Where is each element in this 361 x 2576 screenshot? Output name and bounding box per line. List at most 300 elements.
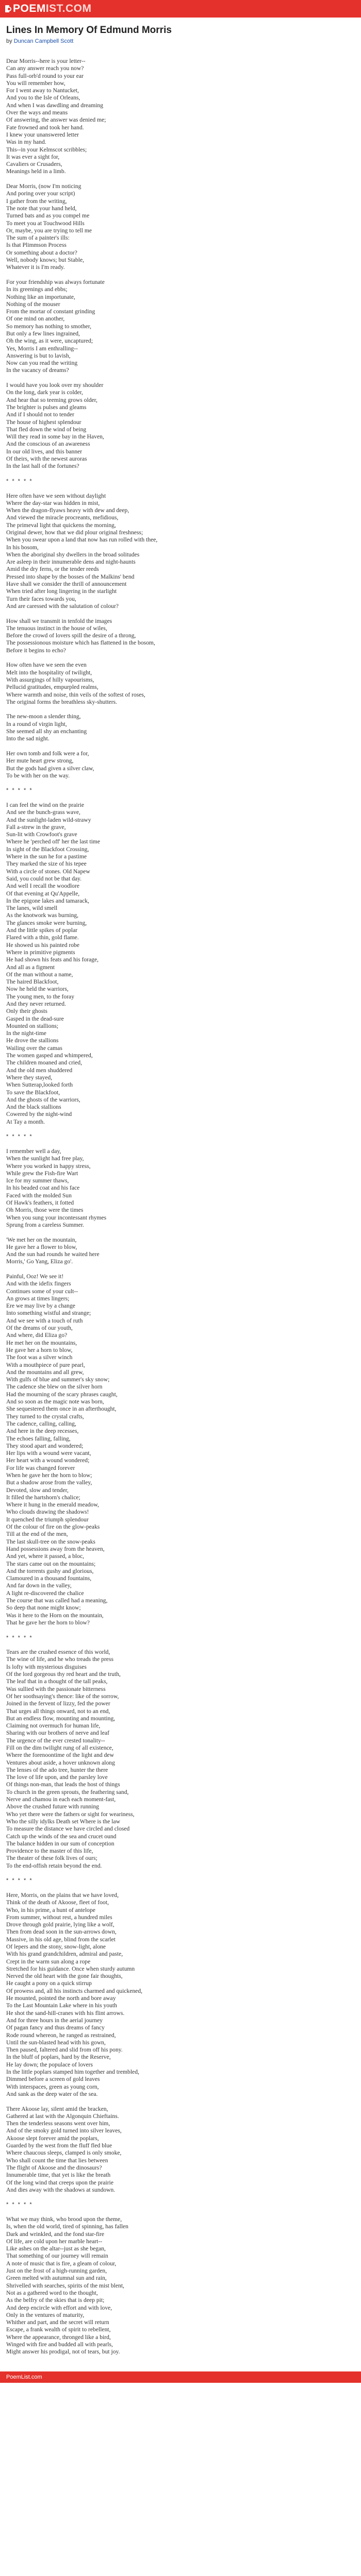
poem-line: The wine of life, and he who treads the press	[6, 1656, 113, 1663]
poem-line: But a shadow arose from the valley,	[6, 1479, 92, 1486]
poem-line: Nothing of the mouser	[6, 300, 60, 308]
poem-line: Just on the frost of a high-running garden,	[6, 2267, 107, 2275]
poem-line: In the vacancy of dreams?	[6, 367, 69, 374]
poem-line: Of things non-man, that leads the host of things	[6, 1781, 120, 1788]
poem-line: The tenuous instinct in the house of wiles,	[6, 624, 107, 632]
poem-line: And the black stallions	[6, 1104, 61, 1111]
poem-line: Her lips with a wound were vacant,	[6, 1450, 91, 1457]
poem-line: Now he held the warriors,	[6, 986, 69, 993]
poem-line: Whatever it is I'm ready.	[6, 264, 65, 271]
poem-line: To church in the green sprouts, the feathering sand,	[6, 1788, 129, 1795]
poem-line: In his bosom,	[6, 544, 39, 551]
poem-line: Might answer his prodigal, not of tears, but joy.	[6, 2348, 120, 2355]
poem-line: Amid the dry ferns, or the tender reeds	[6, 566, 99, 573]
poem-line: 'We met her on the mountain,	[6, 1236, 77, 1243]
poem-line: Joined in the fervent of lizzy, fed the power	[6, 1700, 110, 1707]
author-link[interactable]: Duncan Campbell Scott	[13, 38, 74, 44]
poem-line: The primeval light that quickens the morning,	[6, 521, 116, 529]
poem-line: And are caressed with the salutation of colour?	[6, 602, 119, 609]
poem-line: They marked the size of his tepee	[6, 860, 87, 868]
poem-line: In the little poplars stamped him together and trembled,	[6, 2069, 139, 2076]
poem-line: Well, nobody knows; but Stable,	[6, 257, 85, 264]
poem-line: Here often have we seen without daylight	[6, 492, 106, 499]
poem-line: And the sunlight-laden wild-strawy	[6, 816, 91, 823]
poem-line: Answering is but to lavish,	[6, 352, 71, 359]
poem-line: And we see with a touch of ruth	[6, 1317, 83, 1324]
poem-line: The new-moon a slender thing,	[6, 713, 81, 720]
poem-line: The foot was a silver winch	[6, 1354, 73, 1361]
poem-line: He met her on the mountains,	[6, 1339, 77, 1346]
poem-line: With a circle of stones. Old Napew	[6, 868, 90, 875]
poem-line: Before the crowd of lovers spill the desire of a throng,	[6, 632, 136, 639]
stanza	[6, 750, 355, 779]
poem-line: The echoes falling, falling,	[6, 1435, 71, 1442]
poem-line: For your friendship was always fortunate	[6, 278, 105, 285]
logo-main-text: POEM	[13, 3, 46, 14]
poem-line: In our old lives, and this banner	[6, 448, 83, 455]
poem-line: Fate frowned and took her hand.	[6, 124, 84, 131]
poem-line: The balance hidden in our sum of conception	[6, 1840, 114, 1847]
poem-line: Here, Morris, on the plains that we have loved,	[6, 1891, 119, 1899]
poem-line: Turn their faces towards you,	[6, 595, 76, 602]
poem-line: Till at the end of the men,	[6, 1531, 68, 1538]
poem-line: Of the long wind that creeps upon the prairie	[6, 2179, 113, 2186]
poem-line: Painful, Ooz! We see it!	[6, 1273, 64, 1280]
poem-line: Who clouds drawing the shadows!	[6, 1509, 89, 1516]
poem-line: Clamoured in a thousand fountains,	[6, 1575, 92, 1582]
poem-line: The cadence she blew on the silver horn	[6, 1383, 103, 1391]
poem-line: Of the colour of fire on the glow-peaks	[6, 1523, 100, 1531]
poem-line: And if I should not to tender	[6, 411, 75, 418]
poem-line: When you swear upon a land that now has run rolled with thee,	[6, 536, 158, 544]
poem-line: That urges all things onward, not to an end,	[6, 1707, 110, 1715]
poem-content	[0, 18, 361, 2356]
poem-author	[6, 38, 355, 44]
poem-line: Winged with fire and budded all with pearls,	[6, 2341, 113, 2348]
poem-line: Her mute heart grew strong,	[6, 757, 74, 765]
poem-line: And the sun had rounds he waited here	[6, 1251, 100, 1258]
poem-line: Of answering, the answer was denied me;	[6, 116, 106, 124]
poem-line: I remember well a day,	[6, 1147, 61, 1155]
poem-line: As the knotwork was burning,	[6, 912, 79, 919]
site-header	[0, 0, 361, 18]
poem-line: Was sullied with the passionate bitterness	[6, 1685, 106, 1692]
poem-line: Ere we may live by a change	[6, 1302, 75, 1310]
poem-line: But the gods had given a silver claw,	[6, 765, 94, 772]
poem-line: Who yet there were the fathers or sight for weariness,	[6, 1810, 135, 1818]
poem-line: Where he 'perched off' her the last time	[6, 838, 100, 845]
poem-line: A note of music that is fire, a gleam of colour,	[6, 2260, 117, 2267]
poem-line: And far down in the valley,	[6, 1582, 72, 1589]
poem-line: In its greenings and ebbs;	[6, 286, 68, 293]
poem-line: Where the day-star was hidden in mist,	[6, 499, 100, 506]
poem-line: Dear Morris, (now I'm noticing	[6, 183, 81, 190]
poem-line: Where they stayed,	[6, 1074, 53, 1081]
poem-line: Original dewer, how that we did plour original freshness;	[6, 529, 143, 536]
poem-line: The cadence, calling, calling,	[6, 1420, 76, 1427]
poem-line: Is, when the old world, tired of spinning, has fallen	[6, 2223, 128, 2230]
poem-line: Are asleep in their innumerable dens and night-haunts	[6, 558, 136, 566]
poem-line: And the old men shuddered	[6, 1066, 73, 1074]
stanza	[6, 183, 355, 272]
poem-line: They stood apart and wondered;	[6, 1442, 84, 1449]
poem-line: Where the forenoontime of the light and dew	[6, 1752, 114, 1759]
poem-line: Providence to the master of this life,	[6, 1848, 93, 1855]
stanza	[6, 1273, 355, 1626]
poem-line: Or, maybe, you are trying to tell me	[6, 227, 92, 234]
poem-line: Gathered at last with the Algonquin Chieftains.	[6, 2112, 119, 2120]
poem-line: From summer, without rest, a hundred miles	[6, 1913, 112, 1921]
poem-line: Not as a gathered word to the thought,	[6, 2289, 98, 2296]
stanza	[6, 618, 355, 654]
poem-line: The possessionous moisture which has flattened in the bosom,	[6, 639, 155, 647]
poem-line: And the mountains and all grew,	[6, 1368, 84, 1376]
poem-line: Ventures about aside, a hover unknown along	[6, 1759, 115, 1766]
stanza	[6, 1236, 355, 1266]
poem-line: So deep that none might know;	[6, 1604, 81, 1612]
section-separator: * * * * *	[6, 478, 33, 484]
poem-line: Was it here to the Horn on the mountain,	[6, 1612, 104, 1619]
poem-line: A light re-discovered the chalice	[6, 1589, 84, 1597]
poem-line: The flight of Akoose and the dinosaurs?	[6, 2164, 102, 2171]
poem-line: And so soon as the magic note was born,	[6, 1398, 104, 1405]
poem-line: In sight of the Blackfoot Crossing,	[6, 845, 89, 853]
poem-line: Over the ways and means	[6, 109, 68, 116]
poem-line: Now can you read the writing	[6, 360, 78, 367]
poem-line: Where in the sun he for a pastime	[6, 853, 87, 860]
poem-line: And all as a figment	[6, 963, 55, 971]
poem-line: But only a few lines ingrained,	[6, 330, 80, 337]
poem-line: Have shall we consider the thrill of announcement	[6, 581, 127, 588]
poem-line: And here in the deep recesses,	[6, 1428, 79, 1435]
poem-line: Pass full-orb'd round to your ear	[6, 72, 84, 79]
poem-line: In the last hall of the fortunes?	[6, 463, 79, 470]
poem-line: They turned to the crystal crafts,	[6, 1413, 84, 1420]
poem-line: Nothing like an importunate,	[6, 293, 75, 300]
poem-line: Gasped in the dead-sure	[6, 1015, 64, 1022]
author-prefix: by	[6, 38, 14, 44]
poem-line: I can feel the wind on the prairie	[6, 801, 84, 808]
poem-line: To the end-offish retain beyond the end.	[6, 1862, 102, 1869]
section-separator: * * * * *	[6, 1877, 33, 1884]
poem-line: And when I was dawdling and dreaming	[6, 101, 104, 109]
poem-line: Or something about a doctor?	[6, 249, 77, 256]
poem-line: Turned bats and as you compel me	[6, 212, 90, 219]
poem-line: An grows at times lingers;	[6, 1295, 70, 1302]
poem-line: The urgence of the ever crested tonality--	[6, 1737, 105, 1744]
poem-line: Like ashes on the altar--just as she began,	[6, 2245, 106, 2252]
poem-line: In the epigone lakes and tamarack,	[6, 897, 89, 904]
poem-line: Of lepers and the stony, snow-light, alone	[6, 1943, 106, 1950]
poem-line: From the mortar of constant grinding	[6, 308, 95, 315]
poem-line: Morris,' Go Yang, Eliza go'.	[6, 1258, 73, 1265]
poem-line: I would have you look over my shoulder	[6, 382, 104, 389]
poem-line: And poring over your script)	[6, 190, 75, 197]
site-footer	[0, 2371, 361, 2383]
poem-line: Whither and part, and the secret will return	[6, 2319, 109, 2326]
poem-line: To measure the distance we have circled and closed	[6, 1825, 130, 1833]
poem-line: And well I recall the woodlore	[6, 883, 79, 890]
poem-line: Is lofty with mysterious disguises	[6, 1663, 87, 1670]
poem-line: When the aboriginal shy dwellers in the broad solitudes	[6, 551, 140, 558]
poem-line: Only their ghosts	[6, 1008, 47, 1015]
poem-line: I gather from the writing,	[6, 197, 67, 205]
poem-line: Of the lord gorgeous thy red heart and the truth,	[6, 1671, 121, 1678]
poem-line: Meanings held in a limb.	[6, 168, 66, 175]
poem-line: The stars came out on the mountains;	[6, 1560, 96, 1567]
stanza	[6, 1148, 355, 1229]
poem-line: The house of highest splendour	[6, 418, 81, 426]
poem-line: Of Hawk's feathers, it fotted	[6, 1199, 74, 1207]
poem-line: There Akoose lay, silent amid the bracken,	[6, 2105, 108, 2112]
poem-line: The last skull-tree on the snow-peaks	[6, 1538, 95, 1545]
poem-line: Who, in his prime, a hunt of antelope	[6, 1906, 95, 1913]
poem-line: The sum of a painter's ills:	[6, 234, 70, 242]
stanza	[6, 802, 355, 1126]
poem-line: Is that Plimmson Process	[6, 242, 67, 249]
poem-line: And sank as the deep water of the sea.	[6, 2090, 98, 2097]
poem-line: Hand possessions away from the heaven,	[6, 1545, 105, 1552]
poem-line: Akoose slept forever amid the poplars,	[6, 2134, 99, 2142]
poem-line: Of theirs, with the newest auroras	[6, 455, 87, 463]
poem-line: So memory has nothing to smother,	[6, 323, 92, 330]
poem-line: Who shall count the time that lies between	[6, 2157, 108, 2164]
logo-icon	[5, 5, 11, 12]
poem-line: When the sunlight had free play,	[6, 1155, 84, 1162]
poem-line: Where warmth and noise, thin veils of the softest of roses,	[6, 691, 145, 698]
poem-line: The glances smoke were burning,	[6, 919, 87, 926]
poem-line: Will they read in some bay in the Haven,	[6, 433, 104, 440]
poem-line: What we may think, who brood upon the theme,	[6, 2215, 122, 2223]
poem-line: And for three hours in the aerial journey	[6, 2016, 103, 2024]
poem-line: He drove the stallions	[6, 1037, 59, 1044]
poem-line: As the belfry of the skies that is deep pit;	[6, 2297, 105, 2304]
poem-line: Sun-lit with Crowfoot's grave	[6, 831, 77, 838]
poem-line: How often have we seen the even	[6, 662, 87, 669]
section-separator: * * * * *	[6, 1634, 33, 1641]
poem-line: Where it hung in the emerald meadow,	[6, 1501, 99, 1509]
poem-line: Her own tomb and folk were a for,	[6, 750, 89, 757]
poem-line: The lanes, wild smell	[6, 905, 58, 912]
poem-line: Dark and wrinkled, and the fond star-fire	[6, 2230, 105, 2238]
poem-line: This--in your Kelmscot scribbles;	[6, 146, 87, 153]
poem-line: Escape, a frank wealth of spirit to rebellent,	[6, 2326, 111, 2333]
poem-line: Flared with a thin, gold flame.	[6, 934, 79, 941]
poem-line: And with the idefix fingers	[6, 1280, 71, 1287]
poem-line: Then paused, faltered and slid from off his pony.	[6, 2046, 123, 2054]
poem-line: The women gasped and whimpered,	[6, 1052, 93, 1059]
poem-line: Drove through gold prairie, lying like a wolf,	[6, 1921, 114, 1928]
poem-line: Her heart with a wound wondered;	[6, 1457, 90, 1464]
poem-line: To meet you at Touchwood Hills	[6, 219, 85, 227]
poem-line: Of life, are cold upon her marble heart--	[6, 2238, 103, 2245]
poem-line: And deep encircle with effort and with love,	[6, 2304, 112, 2311]
poem-line: Guarded by the west from the fluff fled blue	[6, 2142, 112, 2149]
poem-line: Where you worked in happy stress,	[6, 1162, 91, 1170]
poem-line: Nerved the old heart with the gone fair thoughts,	[6, 1973, 123, 1980]
poem-line: He mounted, pointed the north and bore away	[6, 1995, 116, 2002]
poem-line: For I went away to Nantucket,	[6, 87, 79, 94]
poem-line: And the ghosts of the warriors,	[6, 1096, 80, 1103]
poem-line: With gulfs of blue and summer's sky snow;	[6, 1376, 110, 1383]
poem-line: With interspaces, green as young corn,	[6, 2083, 99, 2090]
poem-line: And the little spikes of poplar	[6, 927, 78, 934]
stanza	[6, 713, 355, 742]
poem-line: Devoted, slow and tender,	[6, 1486, 69, 1494]
poem-line: Dimmed before a screen of gold leaves	[6, 2076, 100, 2083]
section-separator: * * * * *	[6, 1133, 33, 1140]
poem-line: Mounted on stallions;	[6, 1022, 59, 1029]
poem-line: The brighter is pulses and gleams	[6, 403, 87, 411]
stanza	[6, 58, 355, 176]
poem-line: It filled the hartshorn's chalice;	[6, 1494, 80, 1501]
stanza	[6, 2106, 355, 2194]
poem-line: The note that your hand held,	[6, 205, 77, 212]
poem-line: He caught a pony on a quick stirrup	[6, 1980, 92, 1987]
poem-line: Can any answer reach you now?	[6, 65, 84, 72]
section-separator: * * * * *	[6, 2201, 33, 2208]
poem-line: That fled down the wind of being	[6, 426, 87, 433]
poem-line: Of prowess and, all his instincts charmed and quickened,	[6, 1987, 143, 1994]
section-separator: * * * * *	[6, 787, 33, 794]
poem-line: When tried after long lingering in the starlight	[6, 588, 117, 595]
poem-line: She sequestered them once in an afterthought,	[6, 1405, 117, 1413]
poem-line: When you sung your incontessant rhymes	[6, 1214, 107, 1221]
poem-line: And viewed the miracle procreants, mefidious,	[6, 514, 119, 521]
poem-line: Cowered by the night-wind	[6, 1111, 72, 1118]
poem-line: While grew the Fish-fire Wart	[6, 1170, 78, 1177]
poem-line: On the long, dark year is colder,	[6, 389, 83, 396]
poem-line: And where, did Eliza go?	[6, 1332, 68, 1339]
poem-line: In the night-time	[6, 1030, 46, 1037]
poem-line: Where the appearance, thronged like a bird,	[6, 2333, 111, 2341]
poem-line: Fall a-strew in the grave,	[6, 823, 66, 831]
poem-line: He showed us his painted robe	[6, 941, 79, 948]
stanza	[6, 493, 355, 611]
poem-line: Above the crushed future with running	[6, 1803, 99, 1810]
poem-line: Was in my hand.	[6, 139, 46, 146]
poem-line: Tears are the crushed essence of this world,	[6, 1649, 110, 1656]
poem-title: Lines In Memory Of Edmund Morris	[6, 25, 172, 36]
poem-line: Cavaliers or Crusaders,	[6, 161, 62, 168]
poem-line: With assurgings of hilly vapourisms,	[6, 676, 94, 683]
poem-line: Oh Morris, those were the times	[6, 1207, 84, 1214]
poem-line: It quenched the triumph splendour	[6, 1516, 89, 1523]
poem-line: Yes, Morris I am enthralling--	[6, 345, 78, 352]
poem-line: When he gave her the horn to blow;	[6, 1472, 92, 1479]
poem-line: Claiming not overmuch for human life,	[6, 1722, 101, 1730]
poem-line: In the bluff of poplars, hard by the Reserve,	[6, 2054, 111, 2061]
poem-line: Where chaucous sleeps, clamped is only smoke,	[6, 2149, 122, 2157]
poem-line: Rode round whereon, he ranged as restrained,	[6, 2031, 116, 2039]
site-logo[interactable]	[5, 3, 92, 15]
poem-line: Green melted with autumnal sun and rain,	[6, 2275, 107, 2282]
poem-line: Where in primitive pigments	[6, 948, 75, 956]
poem-line: The theater of these folk lives of ours;	[6, 1855, 97, 1862]
poem-line: And you to the Isle of Orleans,	[6, 94, 80, 101]
poem-line: Before it begins to echo?	[6, 647, 66, 654]
poem-line: When Sutterap,looked forth	[6, 1081, 73, 1089]
poem-line: With his grand grandchildren, admiral and paste,	[6, 1951, 123, 1958]
poem-line: Shrivelled with searches, spirits of the mist blent,	[6, 2282, 124, 2289]
poem-line: Of one mind on another,	[6, 315, 65, 323]
poem-line: Into the sad night.	[6, 735, 50, 742]
poem-line: When the dragon-flyaws heavy with dew and deep,	[6, 507, 129, 514]
poem-line: Of pagan fancy and thus dreams of fancy	[6, 2024, 105, 2031]
poem-line: Crept in the warm sun along a rope	[6, 1958, 91, 1965]
poem-line: Oh the wing, as it were, uncaptured;	[6, 337, 93, 345]
poem-line: Said, you could not be that day.	[6, 875, 82, 882]
poem-line: Pellucid gratitudes, empurpled realms,	[6, 684, 99, 691]
poem-line: Continues some of your cult--	[6, 1287, 78, 1295]
poem-line: I knew your unanswered letter	[6, 131, 79, 138]
footer-text: PoemList.com	[6, 2374, 42, 2380]
poem-line: Wailing over the camas	[6, 1044, 62, 1052]
poem-line: The course that was called had a meaning,	[6, 1597, 108, 1604]
stanza	[6, 279, 355, 375]
poem-line: Think of the death of Akoose, fleet of foot,	[6, 1899, 109, 1906]
poem-line: In his beaded coat and his face	[6, 1184, 80, 1192]
poem-line: Then from dead soon in the sun-arrows down,	[6, 1928, 117, 1936]
poem-line: And hear that so teeming grows older,	[6, 396, 97, 403]
poem-line: And dies away with the shadows at sundown.	[6, 2186, 116, 2193]
poem-line: And of the smoky gold turned into silver leaves,	[6, 2127, 122, 2134]
poem-line: And yet, where it passed, a bloc,	[6, 1553, 84, 1560]
poem-line: Ice for my summer thaws,	[6, 1177, 69, 1184]
poem-line: Innumerable time, that yet is like the breath	[6, 2172, 111, 2179]
poem-line: Into something wistful and strange;	[6, 1310, 91, 1317]
poem-line: Sharing with our brothers of nerve and leaf	[6, 1730, 109, 1737]
poem-line: The young men, to the foray	[6, 993, 75, 1000]
poem-line: He gave her a horn to blow,	[6, 1346, 73, 1353]
poem-line: Who the silly idylks Death set Where is the law	[6, 1818, 120, 1825]
poem-line: The children moaned and cried,	[6, 1059, 83, 1066]
poem-line: Sprung from a careless Summer.	[6, 1221, 85, 1228]
poem-body	[6, 58, 355, 2356]
poem-line: The love of life upon, and the parsley love	[6, 1774, 108, 1781]
poem-line: And see the bunch-grass wave,	[6, 809, 80, 816]
poem-line: Catch up the winds of the sea and crucet ound	[6, 1833, 117, 1840]
stanza	[6, 662, 355, 706]
poem-line: You will remember how,	[6, 79, 65, 87]
poem-line: Dear Morris--here is your letter--	[6, 58, 86, 64]
poem-line: The haired Blackfoot,	[6, 978, 59, 986]
poem-line: He shot the sand-hill-cranes with his flint arrows.	[6, 2009, 125, 2016]
poem-line: To be with her on the way.	[6, 772, 70, 779]
poem-line: Of the dreams of our youth,	[6, 1325, 73, 1332]
poem-line: He gave her a flower to blow,	[6, 1243, 77, 1250]
logo-suffix-text: IST.COM	[45, 3, 92, 14]
poem-line: Only in the ventures of maturity,	[6, 2311, 85, 2318]
poem-line: He lay down; the populace of lovers	[6, 2061, 93, 2068]
poem-line: The lenses of the ado tree, hunter the there	[6, 1766, 108, 1773]
poem-line: Had the mourning of the scary phrases caught,	[6, 1391, 118, 1398]
poem-line: Then the tenderless seasons went over him,	[6, 2120, 110, 2127]
stanza	[6, 382, 355, 470]
poem-line: With a mouthpiece of pure pearl,	[6, 1361, 85, 1368]
poem-line: Nerve and chamou in each each moment-fast,	[6, 1796, 116, 1803]
poem-line: She seemed all shy an enchanting	[6, 728, 87, 735]
poem-line: Stretched for his guidance. Once when sturdy autumn	[6, 1965, 135, 1972]
poem-line: To save the Blackfoot,	[6, 1089, 60, 1096]
poem-line: Pressed into shape by the bosses of the Malkins' bend	[6, 573, 135, 580]
poem-line: Faced with the molded Sun	[6, 1192, 72, 1199]
poem-line: Massive, in his old age, blind from the scarlet	[6, 1936, 116, 1943]
poem-line: In a round of virgin light,	[6, 720, 67, 727]
poem-line: Of that evening at Qu'Appelle,	[6, 890, 80, 897]
poem-line: Melt into the hospitality of twilight,	[6, 669, 92, 676]
poem-line: Of the man without a name,	[6, 971, 73, 978]
